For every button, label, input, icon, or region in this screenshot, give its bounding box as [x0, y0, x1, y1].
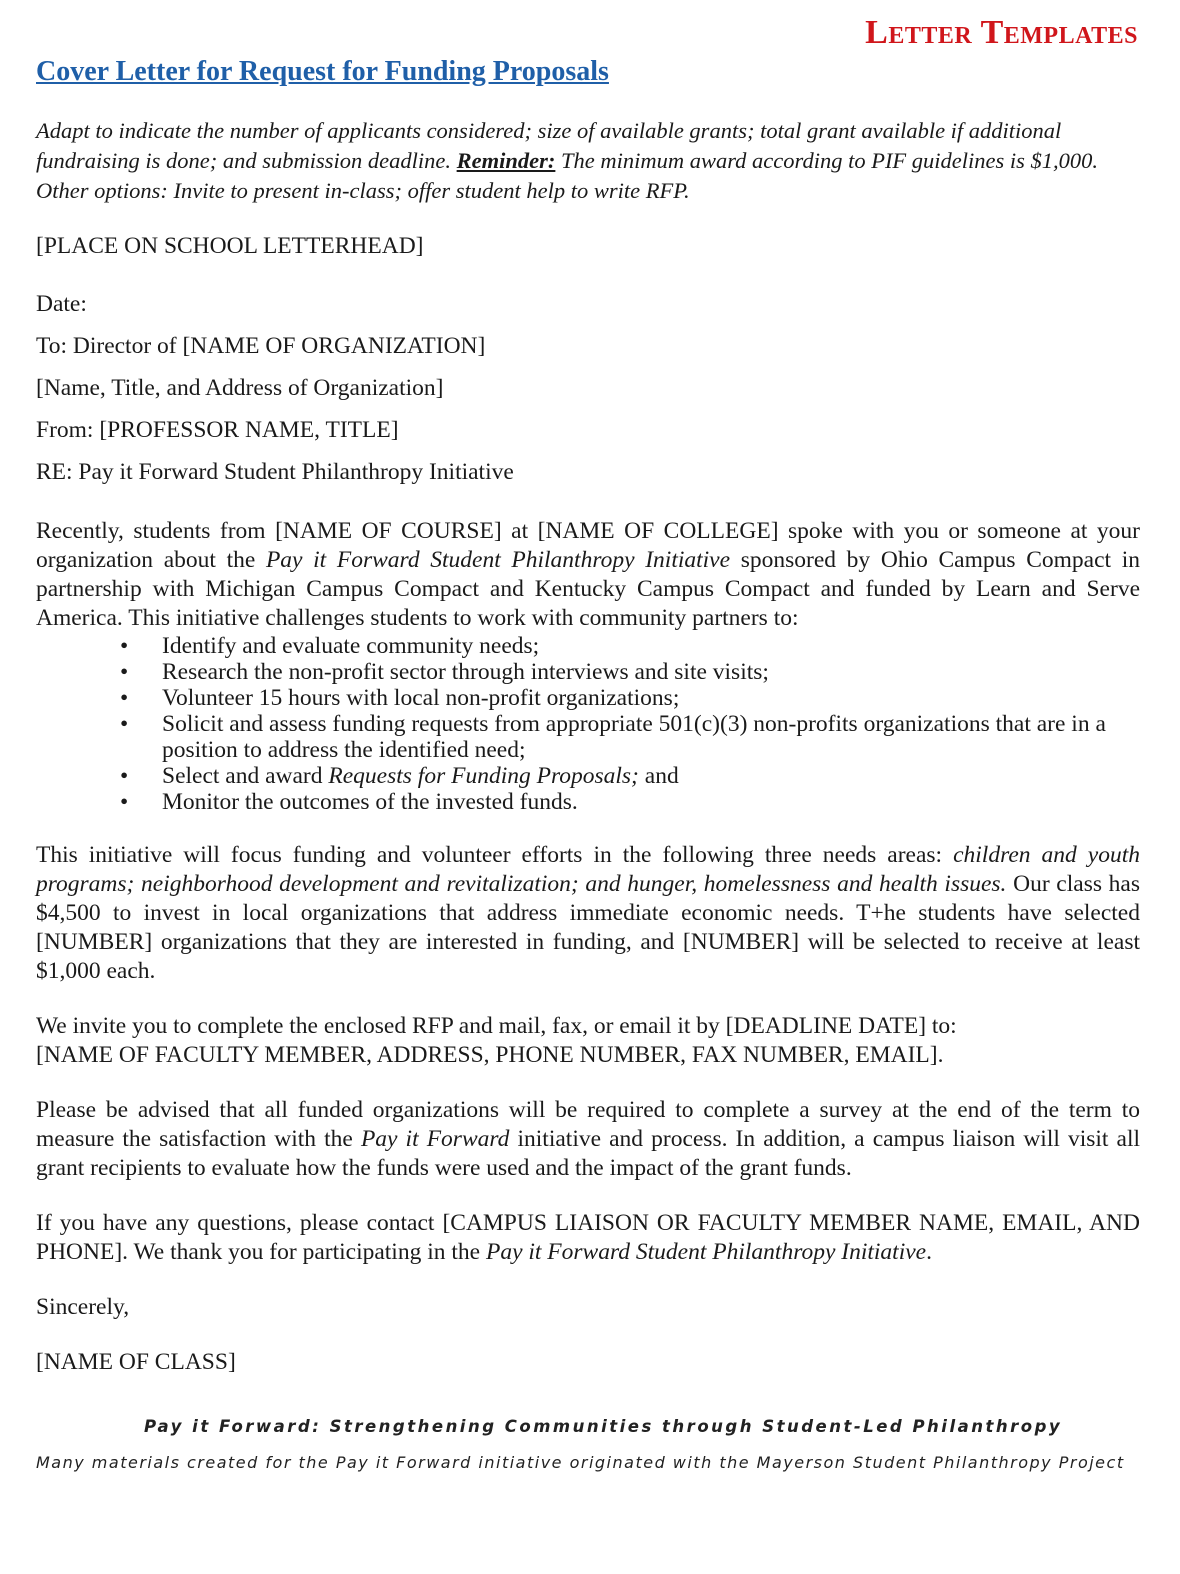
- survey-text-b: initiative and process. In addition, a campus liaison will visit all grant recipients to evaluate how the funds were used and the impact of the grant funds.: [36, 1126, 1141, 1181]
- brand-logo-text: Letter Templates: [865, 14, 1138, 51]
- list-item: • Monitor the outcomes of the invested funds.: [162, 789, 1140, 815]
- body-paragraph-intro: [36, 517, 1140, 633]
- instructions-note: [36, 116, 1140, 206]
- instructions-reminder-text: The minimum award according to PIF guidelines is $1,000. Other options: Invite to present in-class; offer student help to write RFP.: [36, 148, 1099, 203]
- body-paragraph-questions: [36, 1209, 1140, 1267]
- invite-contact: [NAME OF FACULTY MEMBER, ADDRESS, PHONE NUMBER, FAX NUMBER, EMAIL].: [36, 1042, 944, 1068]
- body-paragraph-focus: [36, 841, 1140, 986]
- list-item: [162, 763, 1140, 789]
- address-line: [Name, Title, and Address of Organization]: [36, 375, 444, 401]
- list-item: • Volunteer 15 hours with local non-profit organizations;: [162, 685, 1140, 711]
- reminder-label: Reminder:: [456, 148, 556, 173]
- challenge-list: [36, 633, 1140, 815]
- list-item: • Solicit and assess funding requests from appropriate 501(c)(3) non-profits organizations that are in a position to address the identified need;: [162, 711, 1140, 763]
- questions-initiative-name: Pay it Forward Student Philanthropy Initiative: [485, 1239, 927, 1265]
- body-paragraph-survey: [36, 1096, 1140, 1183]
- questions-text-b: .: [926, 1239, 932, 1265]
- focus-text-a: This initiative will focus funding and volunteer efforts in the following three needs areas:: [36, 842, 954, 868]
- to-line: To: Director of [NAME OF ORGANIZATION]: [36, 333, 486, 359]
- instructions-text: Adapt to indicate the number of applicants considered; size of available grants; total grant available if additional fundraising is done; and submission deadline.: [36, 118, 1062, 173]
- footer-tagline: Pay it Forward: Strengthening Communities through Student-Led Philanthropy: [144, 1417, 1063, 1436]
- intro-initiative-name: Pay it Forward Student Philanthropy Initiative: [265, 547, 731, 573]
- intro-text-a: Recently, students from [NAME OF COURSE] at [NAME OF COLLEGE] spoke with you or someone at your organization about the: [36, 518, 1140, 573]
- intro-text-b: sponsored by Ohio Campus Compact in partnership with Michigan Campus Compact and Kentucky Campus Compact and funded by Learn and Serve America. This initiative challenges students to work with community partners to:: [36, 547, 1140, 631]
- survey-initiative-name: Pay it Forward: [360, 1126, 510, 1152]
- questions-text-a: If you have any questions, please contact [CAMPUS LIAISON OR FACULTY MEMBER NAME, EMAIL, AND PHONE]. We thank you for participating in the: [36, 1210, 1140, 1265]
- re-line: RE: Pay it Forward Student Philanthropy Initiative: [36, 459, 514, 485]
- invite-text: We invite you to complete the enclosed RFP and mail, fax, or email it by [DEADLINE DATE] to:: [36, 1013, 957, 1039]
- focus-needs-areas: children and youth programs; neighborhood development and revitalization; and hunger, homelessness and health issues.: [36, 842, 1140, 897]
- survey-text-a: Please be advised that all funded organizations will be required to complete a survey at the end of the term to measure the satisfaction with the: [36, 1097, 1140, 1152]
- signature: [NAME OF CLASS]: [36, 1349, 236, 1375]
- footer-credit: Many materials created for the Pay it Forward initiative originated with the Mayerson Student Philanthropy Project: [36, 1453, 1125, 1472]
- date-line: Date:: [36, 291, 87, 317]
- list-item-text-b: and: [638, 763, 679, 789]
- from-line: From: [PROFESSOR NAME, TITLE]: [36, 417, 399, 443]
- list-item-italic: Requests for Funding Proposals;: [328, 763, 639, 789]
- document-title[interactable]: Cover Letter for Request for Funding Proposals: [36, 56, 609, 87]
- focus-text-b: Our class has $4,500 to invest in local organizations that address immediate economic needs. T+he students have selected [NUMBER] organizations that they are interested in funding, and [NUMBER] will be selected to receive at least $1,000 each.: [36, 871, 1140, 984]
- closing: Sincerely,: [36, 1294, 130, 1320]
- list-item: • Research the non-profit sector through interviews and site visits;: [162, 659, 1140, 685]
- body-paragraph-invite: [36, 1012, 1140, 1070]
- letterhead-placeholder: [PLACE ON SCHOOL LETTERHEAD]: [36, 233, 424, 259]
- list-item: • Identify and evaluate community needs;: [162, 633, 1140, 659]
- list-item-text-a: Select and award: [162, 763, 329, 789]
- document-page: [36, 56, 1140, 1473]
